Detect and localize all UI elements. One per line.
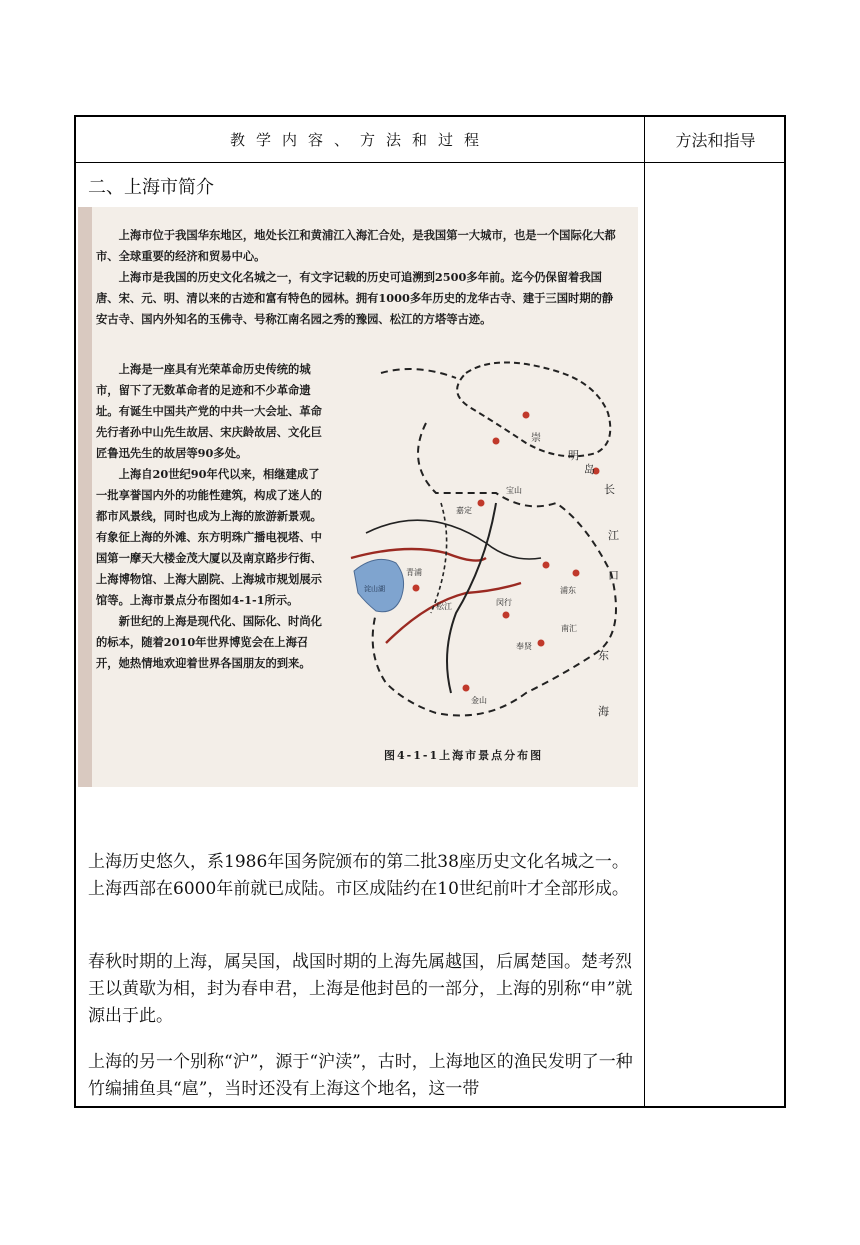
column-divider xyxy=(644,117,645,1106)
road-black xyxy=(366,520,541,559)
section-heading: 二、上海市简介 xyxy=(88,177,214,198)
body-paragraph: 上海历史悠久，系1986年国务院颁布的第二批38座历史文化名城之一。上海西部在6000年前就已成陆。市区成陆约在10世纪前叶才全部形成。 xyxy=(88,852,629,899)
road-red xyxy=(386,583,521,643)
map-label: 南汇 xyxy=(561,624,577,633)
attraction-dot xyxy=(543,562,550,569)
attraction-dot xyxy=(493,438,500,445)
map-label: 松江 xyxy=(436,602,452,611)
header-content-method-process: 教学内容、方法和过程 xyxy=(229,131,490,149)
map-label: 口 xyxy=(608,569,619,582)
map-label: 宝山 xyxy=(506,486,522,495)
attraction-dot xyxy=(463,685,470,692)
map-label: 淀山湖 xyxy=(364,585,385,593)
map-label: 岛 xyxy=(584,463,595,476)
scan-left-text xyxy=(96,359,330,674)
map-label: 长 xyxy=(604,483,615,496)
scan-paragraph: 上海市是我国的历史文化名城之一，有文字记载的历史可追溯到2500多年前。迄今仍保留着我国唐、宋、元、明、清以来的古迹和富有特色的园林。拥有1000多年历史的龙华古寺、建于三国时期的静安古寺、国内外知名的玉佛寺、号称江南名园之秀的豫园、松江的方塔等古迹。 xyxy=(96,270,614,326)
mainland-boundary xyxy=(373,369,616,716)
scan-paragraph: 上海自20世纪90年代以来，相继建成了一批享誉国内外的功能性建筑，构成了迷人的都市风景线，同时也成为上海的旅游新景观。有象征上海的外滩、东方明珠广播电视塔、中国第一摩天大楼金茂大厦以及南京路步行街、上海博物馆、上海大剧院、上海城市规划展示馆等。上海市景点分布图如4-1-1所示。 xyxy=(96,467,322,607)
attraction-dot xyxy=(503,612,510,619)
scan-paragraph: 新世纪的上海是现代化、国际化、时尚化的标本，随着2010年世界博览会在上海召开，她热情地欢迎着世界各国朋友的到来。 xyxy=(96,614,322,670)
map-label: 海 xyxy=(598,705,609,718)
scan-top-text xyxy=(96,225,624,330)
road-red xyxy=(351,549,486,561)
map-caption: 图4-1-1上海市景点分布图 xyxy=(384,749,544,762)
attraction-dot xyxy=(523,412,530,419)
road-dashed xyxy=(431,503,447,613)
map-label: 金山 xyxy=(471,696,487,705)
shanghai-attractions-map xyxy=(346,353,628,741)
map-label: 浦东 xyxy=(560,586,576,595)
table-header-row xyxy=(76,117,784,163)
scanned-textbook-page xyxy=(78,207,638,787)
body-paragraph: 春秋时期的上海，属吴国，战国时期的上海先属越国，后属楚国。楚考烈王以黄歇为相，封为春申君，上海是他封邑的一部分，上海的别称“申”就源出于此。 xyxy=(88,952,633,1026)
header-method-guidance: 方法和指导 xyxy=(675,131,756,150)
scan-paragraph: 上海是一座具有光荣革命历史传统的城市，留下了无数革命者的足迹和不少革命遗址。有诞生中国共产党的中共一大会址、革命先行者孙中山先生故居、宋庆龄故居、文化巨匠鲁迅先生的故居等90多处。 xyxy=(96,362,322,460)
map-label: 崇 xyxy=(531,433,541,444)
map-label: 嘉定 xyxy=(456,506,472,515)
map-label: 江 xyxy=(608,529,619,542)
attraction-dot xyxy=(478,500,485,507)
map-label: 奉贤 xyxy=(516,642,532,651)
map-label: 东 xyxy=(598,649,609,662)
lesson-table xyxy=(74,115,786,1108)
scan-edge-shadow xyxy=(78,207,92,787)
body-paragraph: 上海的另一个别称“沪”，源于“沪渎”，古时，上海地区的渔民发明了一种竹编捕鱼具“扈”，当时还没有上海这个地名，这一带 xyxy=(88,1052,633,1099)
scan-paragraph: 上海市位于我国华东地区，地处长江和黄浦江入海汇合处，是我国第一大城市，也是一个国际化大都市、全球重要的经济和贸易中心。 xyxy=(96,228,616,263)
attraction-dot xyxy=(538,640,545,647)
map-label: 青浦 xyxy=(406,568,422,577)
attraction-dot xyxy=(573,570,580,577)
attraction-dot xyxy=(413,585,420,592)
map-label: 明 xyxy=(568,449,579,462)
river-huangpu xyxy=(447,503,496,693)
map-label: 闵行 xyxy=(496,598,512,607)
